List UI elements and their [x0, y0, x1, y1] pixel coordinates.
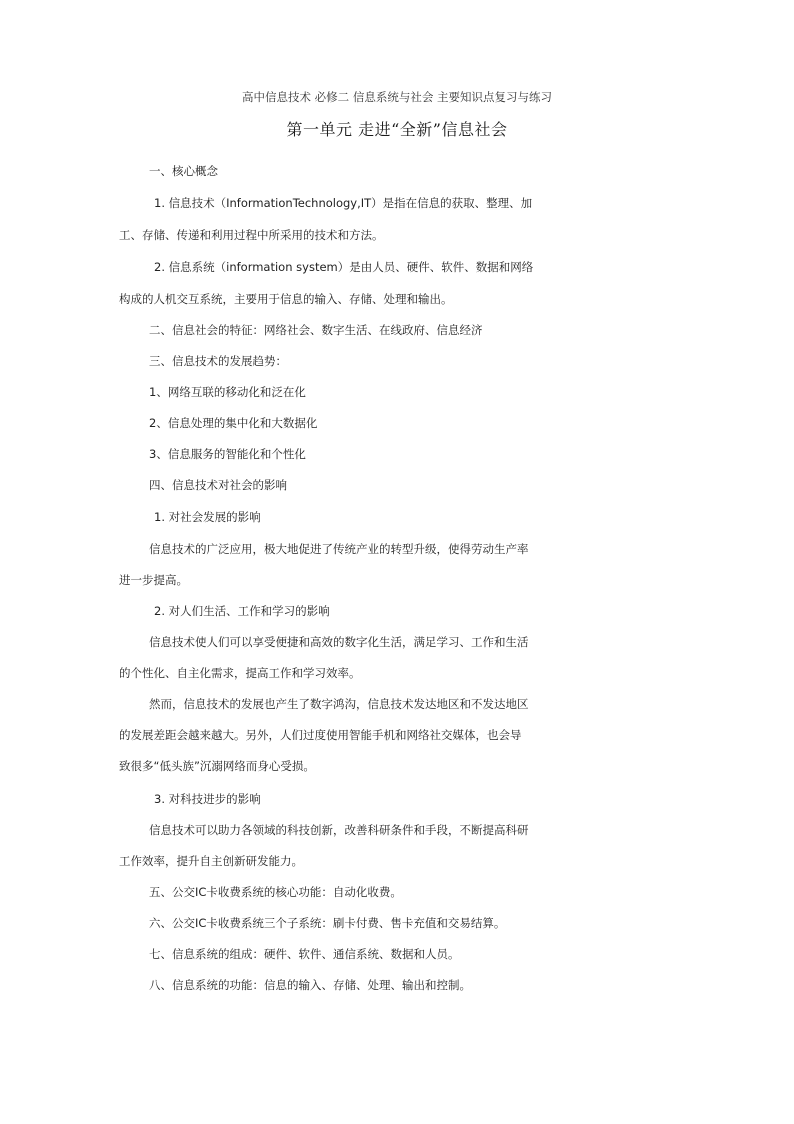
section-heading-trends: 三、信息技术的发展趋势： [149, 354, 287, 368]
list-item-trend-1: 1、网络互联的移动化和泛在化 [149, 385, 306, 399]
paragraph-is-definition-cont: 构成的人机交互系统，主要用于信息的输入、存储、处理和输出。 [119, 292, 453, 306]
paragraph-digital-divide-cont1: 的发展差距会越来越大。另外，人们过度使用智能手机和网络社交媒体，也会导 [119, 728, 522, 742]
paragraph-is-definition: 2. 信息系统（information system）是由人员、硬件、软件、数据和网络 [154, 260, 534, 274]
section-heading-is-functions: 八、信息系统的功能：信息的输入、存储、处理、输出和控制。 [149, 978, 471, 992]
list-item-trend-3: 3、信息服务的智能化和个性化 [149, 447, 306, 461]
paragraph-life-work-study-cont: 的个性化、自主化需求，提高工作和学习效率。 [119, 666, 361, 680]
paragraph-digital-divide-cont2: 致很多“低头族”沉溺网络而身心受损。 [119, 759, 315, 773]
section-heading-society-features: 二、信息社会的特征：网络社会、数字生活、在线政府、信息经济 [149, 323, 483, 337]
subheading-tech-progress: 3. 对科技进步的影响 [154, 792, 261, 806]
section-heading-core-concepts: 一、核心概念 [149, 164, 218, 178]
paragraph-digital-divide: 然而，信息技术的发展也产生了数字鸿沟，信息技术发达地区和不发达地区 [149, 697, 529, 711]
section-heading-ic-subsystems: 六、公交IC卡收费系统三个子系统：刷卡付费、售卡充值和交易结算。 [149, 916, 506, 930]
list-item-trend-2: 2、信息处理的集中化和大数据化 [149, 416, 318, 430]
paragraph-social-development: 信息技术的广泛应用，极大地促进了传统产业的转型升级，使得劳动生产率 [149, 542, 529, 556]
section-heading-impact: 四、信息技术对社会的影响 [149, 478, 287, 492]
unit-title: 第一单元 走进“全新”信息社会 [286, 120, 508, 139]
paragraph-tech-progress-cont: 工作效率，提升自主创新研发能力。 [119, 854, 303, 868]
subheading-life-work-study: 2. 对人们生活、工作和学习的影响 [154, 604, 330, 618]
subheading-social-development: 1. 对社会发展的影响 [154, 510, 261, 524]
paragraph-life-work-study: 信息技术使人们可以享受便捷和高效的数字化生活，满足学习、工作和生活 [149, 635, 529, 649]
section-heading-is-components: 七、信息系统的组成：硬件、软件、通信系统、数据和人员。 [149, 947, 460, 961]
paragraph-it-definition-cont: 工、存储、传递和利用过程中所采用的技术和方法。 [119, 228, 384, 242]
paragraph-tech-progress: 信息技术可以助力各领域的科技创新，改善科研条件和手段，不断提高科研 [149, 823, 529, 837]
paragraph-it-definition: 1. 信息技术（InformationTechnology,IT）是指在信息的获取、整理、加 [154, 196, 533, 210]
section-heading-ic-core-function: 五、公交IC卡收费系统的核心功能：自动化收费。 [149, 885, 402, 899]
paragraph-social-development-cont: 进一步提高。 [119, 573, 188, 587]
document-header: 高中信息技术 必修二 信息系统与社会 主要知识点复习与练习 [242, 90, 552, 104]
